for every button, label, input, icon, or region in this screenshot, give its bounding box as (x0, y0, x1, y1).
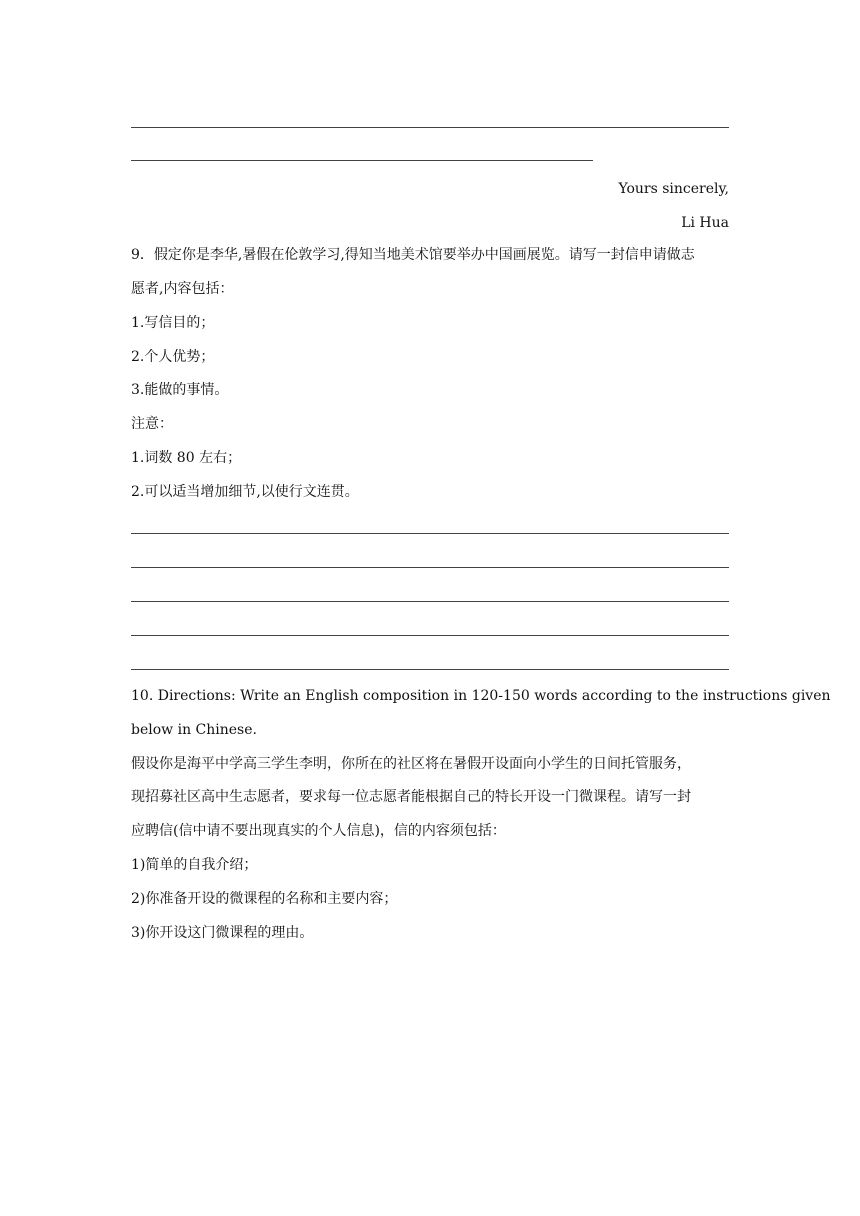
q9-note-label: 注意： (131, 416, 173, 432)
q9-prompt-line2: 愿者,内容包括： (131, 281, 234, 297)
q9-note-2: 2.可以适当增加细节,以使行文连贯。 (131, 484, 359, 500)
q10-prompt-line5: 应聘信(信中请不要出现真实的个人信息)，信的内容须包括： (131, 823, 506, 839)
answer-line (131, 127, 729, 128)
answer-line (131, 567, 729, 568)
q9-item-2: 2.个人优势； (131, 349, 215, 365)
q10-prompt-line3: 假设你是海平中学高三学生李明，你所在的社区将在暑假开设面向小学生的日间托管服务， (131, 756, 691, 772)
q9-prompt-line1: 9．假定你是李华,暑假在伦敦学习,得知当地美术馆要举办中国画展览。请写一封信申请做志 (131, 247, 695, 263)
q10-prompt-line4: 现招募社区高中生志愿者，要求每一位志愿者能根据自己的特长开设一门微课程。请写一封 (131, 789, 691, 805)
q10-prompt-line1: 10. Directions: Write an English composition in 120-150 words according to the instructions given (131, 688, 831, 704)
valediction: Yours sincerely, (618, 181, 729, 197)
signature: Li Hua (681, 215, 729, 231)
q10-item-3: 3)你开设这门微课程的理由。 (131, 925, 314, 941)
answer-line (131, 533, 729, 534)
q9-item-1: 1.写信目的； (131, 315, 215, 331)
q9-note-1: 1.词数 80 左右； (131, 450, 242, 466)
answer-line (131, 601, 729, 602)
answer-line (131, 635, 729, 636)
q9-item-3: 3.能做的事情。 (131, 382, 229, 398)
answer-line (131, 669, 729, 670)
q10-prompt-line2: below in Chinese. (131, 722, 257, 738)
q10-item-2: 2)你准备开设的微课程的名称和主要内容； (131, 891, 398, 907)
q10-item-1: 1)简单的自我介绍； (131, 857, 258, 873)
answer-line (131, 160, 593, 161)
